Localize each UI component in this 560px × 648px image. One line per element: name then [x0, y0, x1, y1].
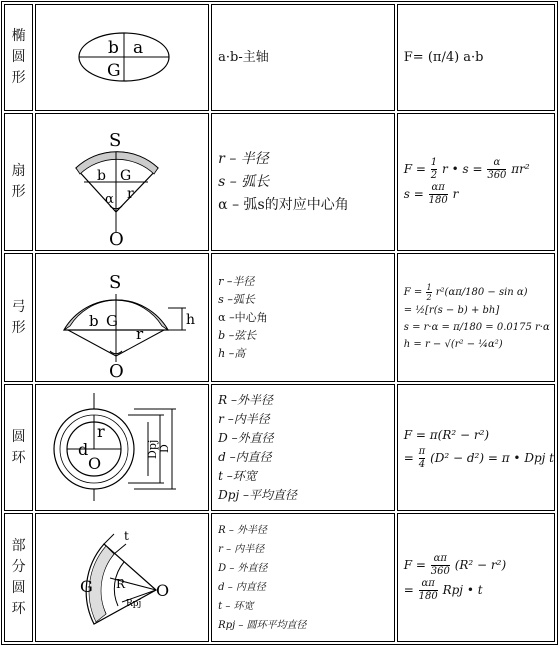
label-O: O — [109, 229, 124, 250]
ellipse-figure — [35, 4, 209, 111]
shape-name: 弓形 — [4, 253, 33, 382]
label-a: a — [133, 38, 144, 58]
variables: R –外半径 r –内半径 D –外直径 d –内直径 t –环宽 Dpj –平均直径 — [211, 384, 395, 511]
label-Rpj: Rpj — [126, 599, 142, 609]
label-G: G — [120, 168, 132, 184]
label-O: O — [109, 361, 124, 381]
label-b: b — [89, 312, 99, 330]
segment-figure — [35, 253, 209, 382]
label-r: r — [127, 186, 134, 202]
label-h: h — [186, 312, 196, 328]
label-r: r — [136, 325, 144, 343]
label-r: r — [97, 422, 105, 441]
label-S: S — [109, 272, 122, 293]
annulus-figure — [35, 384, 209, 511]
formula: F = $\frac{1}{2}$ r • s = $\frac{\alpha}{360}$ πr² s = $\frac{\alpha\pi}{180}$ r — [397, 113, 555, 251]
label-b: b — [108, 38, 120, 58]
label-G: G — [106, 312, 119, 330]
formula: F = $\frac{\alpha\pi}{360}$ (R² − r²) = $\frac{\alpha\pi}{180}$ Rpj • t — [397, 513, 555, 642]
formula: F = $\frac{1}{2}$ r²(απ/180 − sin α) = ½[r(s − b) + bh] s = r·α = π/180 = 0.0175 r·α h = r − √(r² − ¼α²) — [397, 253, 555, 382]
label-b: b — [97, 168, 107, 184]
label-G: G — [107, 61, 121, 81]
shape-name: 圆环 — [4, 384, 33, 511]
shape-name: 部分圆环 — [4, 513, 33, 642]
sector-figure — [35, 113, 209, 251]
table-row — [4, 384, 555, 511]
variables: R – 外半径 r – 内半径 D – 外直径 d – 内直径 t – 环宽 Rpj – 圆环平均直径 — [211, 513, 395, 642]
label-d: d — [78, 440, 89, 459]
shape-name: 扇形 — [4, 113, 33, 251]
label-t: t — [124, 529, 129, 543]
variables: a·b-主轴 — [211, 4, 395, 111]
variables: r – 半径 s – 弧长 α – 弧s的对应中心角 — [211, 113, 395, 251]
label-Dpj: Dpj — [146, 439, 160, 459]
table-row — [4, 4, 555, 111]
table-row — [4, 113, 555, 251]
variables: r –半径 s –弧长 α –中心角 b –弦长 h –高 — [211, 253, 395, 382]
table-row — [4, 253, 555, 382]
label-O: O — [156, 581, 170, 600]
table-row — [4, 513, 555, 642]
formula: F= (π/4) a·b — [397, 4, 555, 111]
label-R: R — [116, 577, 126, 591]
label-D: D — [158, 444, 172, 453]
label-O: O — [88, 454, 102, 473]
geometry-table — [1, 1, 558, 645]
label-G: G — [80, 577, 93, 596]
shape-name: 椭圆形 — [4, 4, 33, 111]
formula: F = π(R² − r²) = $\frac{\pi}{4}$ (D² − d²) = π • Dpj t — [397, 384, 555, 511]
partial-annulus-figure — [35, 513, 209, 642]
label-S: S — [109, 130, 122, 151]
label-alpha: α — [105, 192, 114, 207]
